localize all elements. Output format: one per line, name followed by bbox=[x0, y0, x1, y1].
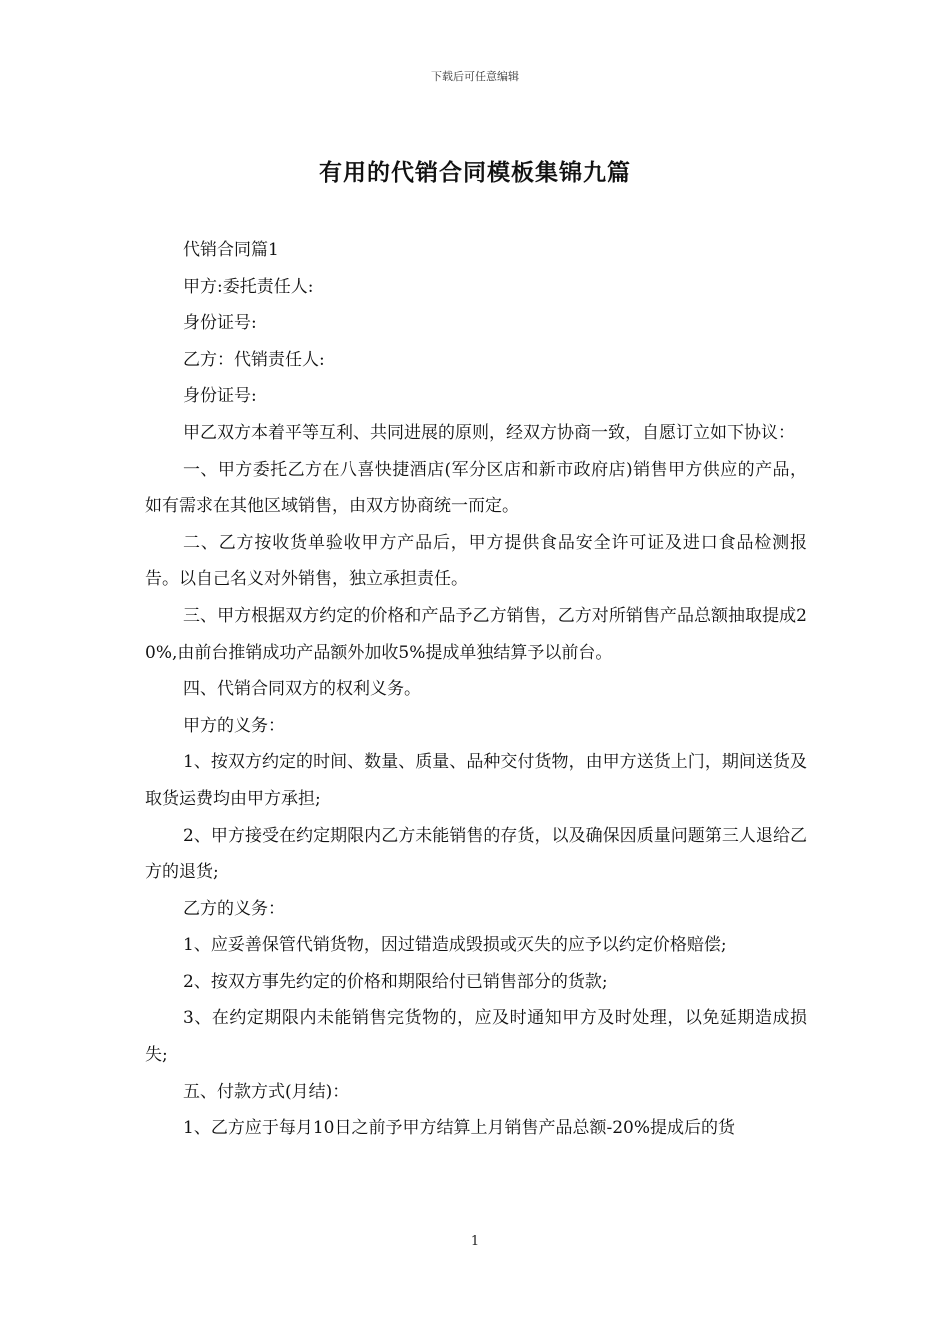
paragraph: 身份证号: bbox=[183, 386, 257, 407]
paragraph: 1、乙方应于每月10日之前予甲方结算上月销售产品总额-20%提成后的货 bbox=[183, 1118, 735, 1139]
paragraph: 甲方:委托责任人: bbox=[183, 276, 314, 297]
paragraph: 五、付款方式(月结)： bbox=[183, 1081, 350, 1102]
paragraph: 甲方的义务： bbox=[183, 715, 285, 736]
paragraph: 2、按双方事先约定的价格和期限给付已销售部分的货款; bbox=[183, 971, 608, 992]
document-title: 有用的代销合同模板集锦九篇 bbox=[319, 160, 631, 186]
paragraph: 乙方：代销责任人: bbox=[183, 349, 325, 370]
paragraph: 甲乙双方本着平等互利、共同进展的原则，经双方协商一致，自愿订立如下协议： bbox=[183, 422, 795, 443]
paragraph: 一、甲方委托乙方在八喜快捷酒店(军分区店和新市政府店)销售甲方供应的产品，如有需求在其他区域销售，由双方协商统一而定。 bbox=[145, 459, 807, 517]
paragraph: 3、在约定期限内未能销售完货物的，应及时通知甲方及时处理，以免延期造成损失; bbox=[145, 1008, 807, 1066]
paragraph: 二、乙方按收货单验收甲方产品后，甲方提供食品安全许可证及进口食品检测报告。以自己名义对外销售，独立承担责任。 bbox=[145, 532, 807, 590]
paragraph: 四、代销合同双方的权利义务。 bbox=[183, 679, 421, 700]
paragraph: 2、甲方接受在约定期限内乙方未能销售的存货，以及确保因质量问题第三人退给乙方的退货; bbox=[145, 825, 807, 883]
paragraph: 1、按双方约定的时间、数量、质量、品种交付货物，由甲方送货上门，期间送货及取货运费均由甲方承担; bbox=[145, 752, 807, 809]
page-number: 1 bbox=[470, 1234, 480, 1249]
paragraph: 三、甲方根据双方约定的价格和产品予乙方销售，乙方对所销售产品总额抽取提成20%,由前台推销成功产品额外加收5%提成单独结算予以前台。 bbox=[145, 605, 807, 663]
paragraph: 身份证号: bbox=[183, 313, 257, 334]
paragraph: 乙方的义务： bbox=[183, 898, 285, 919]
paragraph: 1、应妥善保管代销货物，因过错造成毁损或灭失的应予以约定价格赔偿; bbox=[183, 935, 727, 956]
page-header-note: 下载后可任意编辑 bbox=[431, 70, 519, 83]
document-body bbox=[145, 232, 807, 1147]
paragraph: 代销合同篇1 bbox=[183, 240, 279, 260]
